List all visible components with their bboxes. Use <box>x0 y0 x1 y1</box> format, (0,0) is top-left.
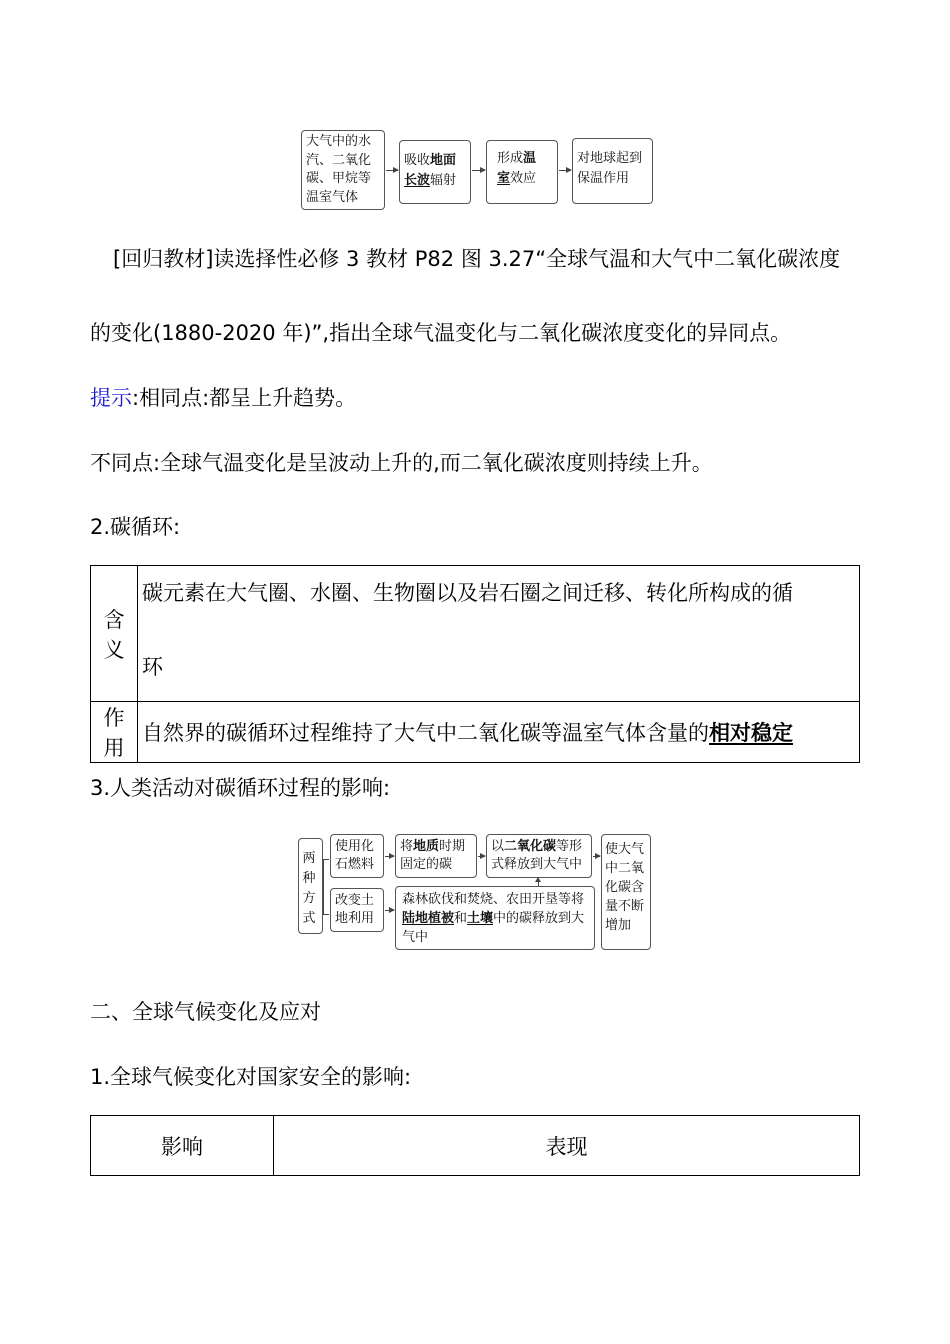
table-row <box>91 566 860 702</box>
flow2-box-result: 使大气中二氧化碳含量不断增加 <box>601 834 651 950</box>
flow2-arrow-2 <box>385 910 394 911</box>
hint-line <box>90 383 356 413</box>
table-cell-meaning <box>138 566 860 702</box>
table-header-manifestation: 表现 <box>274 1116 860 1176</box>
flow1-box-warming: 对地球起到保温作用 <box>572 138 653 204</box>
flow1-box-gases: 大气中的水汽、二氧化碳、甲烷等温室气体 <box>301 130 385 210</box>
flow1-arrow-3 <box>559 170 571 171</box>
flow2-box-co2-release: 以二氧化碳等形式释放到大气中 <box>486 834 592 878</box>
flow2-box-fossil-fuel: 使用化石燃料 <box>330 834 384 878</box>
flow1-arrow-2 <box>472 170 485 171</box>
table-cell-function: 自然界的碳循环过程维持了大气中二氧化碳等温室气体含量的相对稳定 <box>138 702 860 763</box>
table-row-head-meaning: 含义 <box>91 566 138 702</box>
flow2-box-land-use: 改变土地利用 <box>330 888 384 932</box>
difference-line: 不同点:全球气温变化是呈波动上升的,而二氧化碳浓度则持续上升。 <box>90 451 713 475</box>
carbon-cycle-table <box>90 565 860 763</box>
flow1-box-greenhouse: 形成温 室效应 <box>486 140 558 204</box>
hint-label: 提示 <box>90 386 132 410</box>
section-human-impact-title: 3.人类活动对碳循环过程的影响: <box>90 776 391 800</box>
flow2-arrow-3 <box>478 856 485 857</box>
relative-stability-text: 相对稳定 <box>709 721 793 745</box>
flow2-up-arrow-head <box>535 877 541 882</box>
heading-climate-change: 二、全球气候变化及应对 <box>90 1000 321 1024</box>
flow2-arrow-1 <box>385 856 394 857</box>
review-paragraph-line2: 的变化(1880-2020 年)”,指出全球气温变化与二氧化碳浓度变化的异同点。 <box>90 321 792 345</box>
meaning-line-1: 碳元素在大气圈、水圈、生物圈以及岩石圈之间迁移、转化所构成的循 <box>142 581 793 605</box>
table-header-impact: 影响 <box>91 1116 274 1176</box>
flow2-box-deforestation: 森林砍伐和焚烧、农田开垦等将陆地植被和土壤中的碳释放到大气中 <box>395 886 595 950</box>
flow2-box-geologic-carbon: 将地质时期固定的碳 <box>395 834 477 878</box>
security-impact-table <box>90 1115 860 1176</box>
table-row-head-function: 作用 <box>91 702 138 763</box>
section-national-security-title: 1.全球气候变化对国家安全的影响: <box>90 1065 412 1089</box>
section-carbon-cycle-title: 2.碳循环: <box>90 515 181 539</box>
flow2-arrow-4 <box>593 856 600 857</box>
hint-text: :相同点:都呈上升趋势。 <box>132 386 357 410</box>
flow2-box-two-modes: 两种方式 <box>298 838 323 934</box>
table-row <box>91 1116 860 1176</box>
flow1-arrow-1 <box>386 170 398 171</box>
flow2-bracket-line <box>323 859 329 915</box>
meaning-line-2: 环 <box>142 655 163 679</box>
flow1-box-absorb: 吸收地面 长波辐射 <box>399 140 471 204</box>
review-paragraph-line1: [回归教材]读选择性必修 3 教材 P82 图 3.27“全球气温和大气中二氧化碳浓度 <box>113 247 841 271</box>
table-row <box>91 702 860 763</box>
